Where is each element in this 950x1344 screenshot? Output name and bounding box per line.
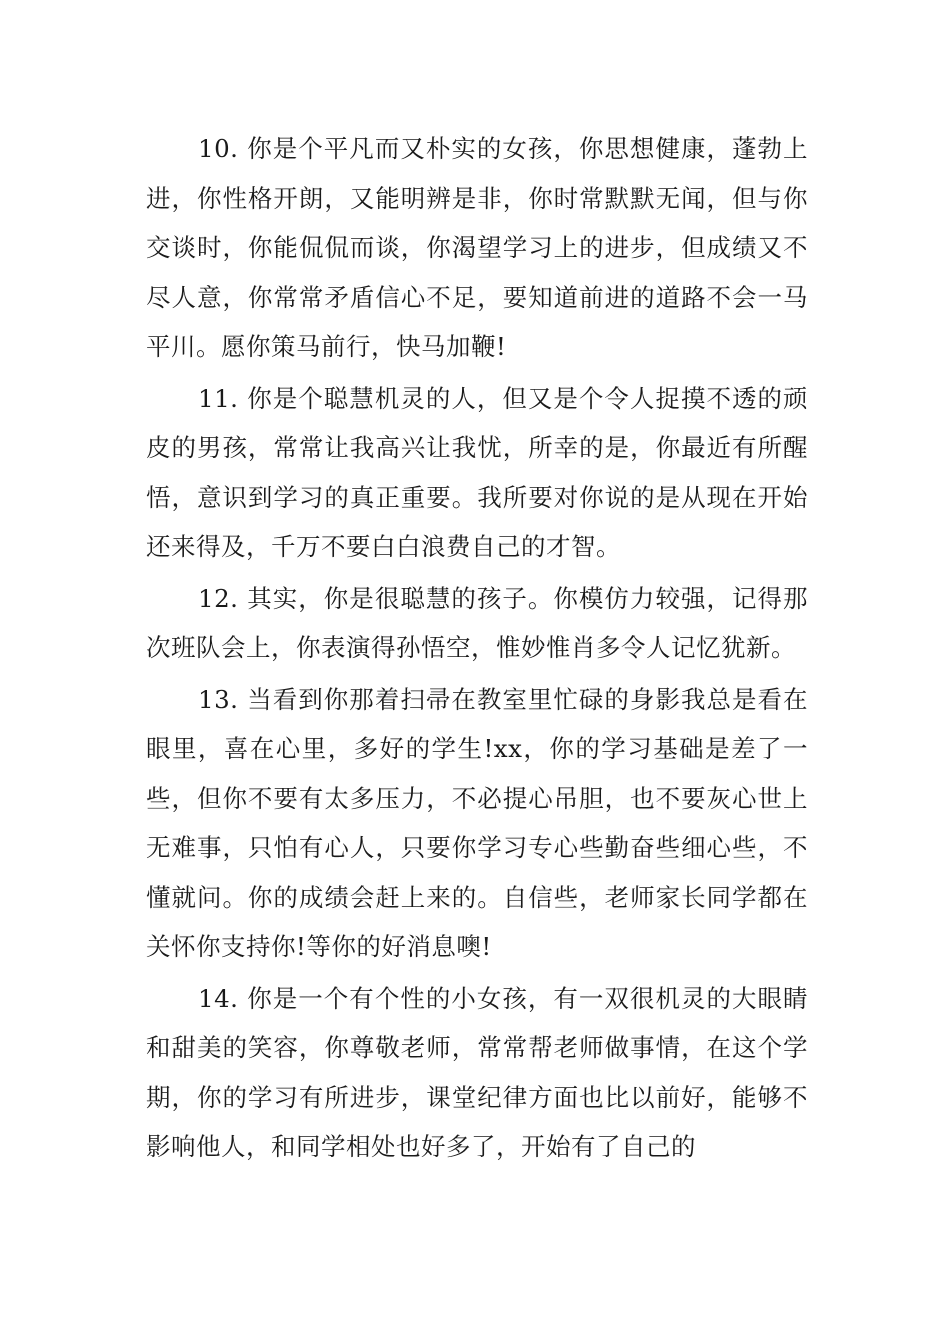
paragraph-14: 14. 你是一个有个性的小女孩，有一双很机灵的大眼睛和甜美的笑容，你尊敬老师，常常帮老师做事情，在这个学期，你的学习有所进步，课堂纪律方面也比以前好，能够不影响他人，和同学相处也好多了，开始有了自己的 — [146, 983, 808, 1161]
paragraph-11: 11. 你是个聪慧机灵的人，但又是个令人捉摸不透的顽皮的男孩，常常让我高兴让我忧，所幸的是，你最近有所醒悟，意识到学习的真正重要。我所要对你说的是从现在开始还来得及，千万不要白白浪费自己的才智。 — [146, 383, 808, 561]
document-body — [146, 124, 808, 1174]
paragraph-10: 10. 你是个平凡而又朴实的女孩，你思想健康，蓬勃上进，你性格开朗，又能明辨是非，你时常默默无闻，但与你交谈时，你能侃侃而谈，你渴望学习上的进步，但成绩又不尽人意，你常常矛盾信心不足，要知道前进的道路不会一马平川。愿你策马前行，快马加鞭! — [146, 134, 808, 361]
paragraph-12: 12. 其实，你是很聪慧的孩子。你模仿力较强，记得那次班队会上，你表演得孙悟空，惟妙惟肖多令人记忆犹新。 — [146, 583, 808, 662]
paragraph-13: 13. 当看到你那着扫帚在教室里忙碌的身影我总是看在眼里，喜在心里，多好的学生!xx，你的学习基础是差了一些，但你不要有太多压力，不必提心吊胆，也不要灰心世上无难事，只怕有心人，只要你学习专心些勤奋些细心些，不懂就问。你的成绩会赶上来的。自信些，老师家长同学都在关怀你支持你!等你的好消息噢! — [146, 684, 808, 961]
